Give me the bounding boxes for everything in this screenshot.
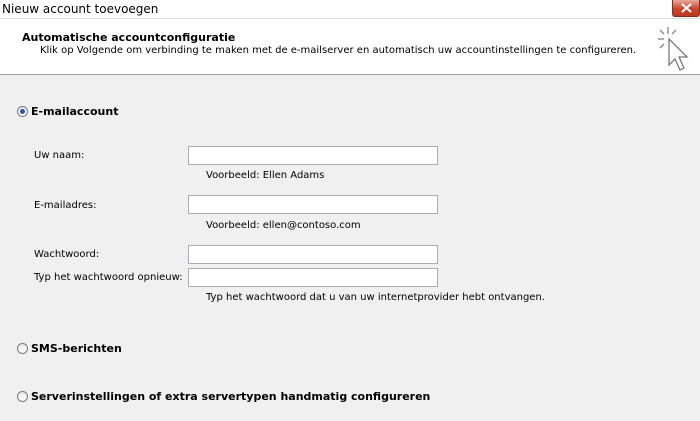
manual-config-label: Serverinstellingen of extra servertypen handmatig configureren	[31, 390, 431, 403]
close-icon	[681, 3, 692, 13]
header-title: Automatische accountconfiguratie	[22, 31, 236, 44]
option-sms[interactable]	[17, 342, 122, 355]
name-hint: Voorbeeld: Ellen Adams	[206, 170, 325, 181]
email-account-radio[interactable]	[17, 106, 28, 117]
option-manual-config[interactable]	[17, 390, 430, 403]
sms-radio[interactable]	[17, 343, 28, 354]
window-title: Nieuw account toevoegen	[2, 2, 159, 16]
name-input[interactable]	[188, 146, 438, 165]
password-input[interactable]	[188, 245, 438, 264]
name-label: Uw naam:	[34, 150, 85, 161]
wizard-cursor-icon	[656, 25, 696, 71]
email-input[interactable]	[188, 195, 438, 214]
option-email-account[interactable]	[17, 105, 118, 118]
sms-label: SMS-berichten	[31, 342, 122, 355]
password-repeat-label: Typ het wachtwoord opnieuw:	[34, 272, 183, 283]
wizard-header	[0, 19, 700, 75]
title-bar	[0, 0, 700, 19]
email-label: E-mailadres:	[34, 200, 97, 211]
password-hint: Typ het wachtwoord dat u van uw internetprovider hebt ontvangen.	[206, 292, 545, 303]
password-repeat-input[interactable]	[188, 268, 438, 287]
close-button[interactable]	[672, 0, 700, 17]
email-hint: Voorbeeld: ellen@contoso.com	[206, 220, 361, 231]
password-label: Wachtwoord:	[34, 249, 100, 260]
header-subtitle: Klik op Volgende om verbinding te maken met de e-mailserver en automatisch uw accountinstellingen te configureren.	[40, 45, 637, 56]
manual-config-radio[interactable]	[17, 391, 28, 402]
email-account-label: E-mailaccount	[31, 105, 119, 118]
